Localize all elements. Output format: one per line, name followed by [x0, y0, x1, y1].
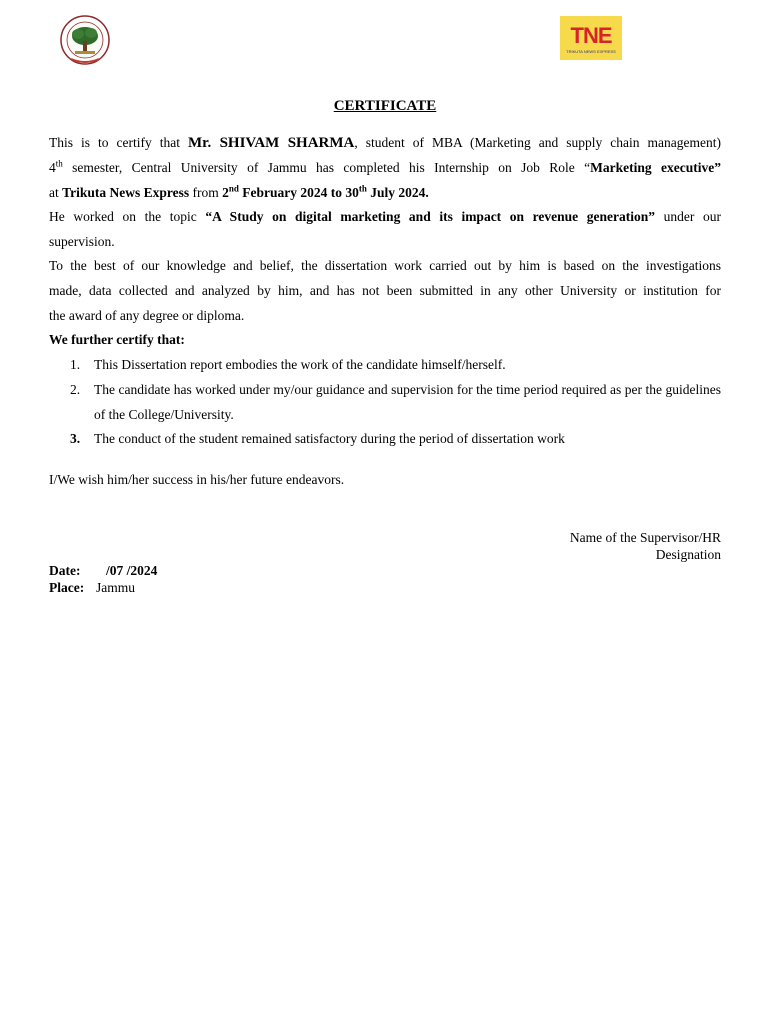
certification-list	[49, 353, 721, 452]
certificate-title: CERTIFICATE	[333, 98, 437, 114]
place-line: Place: Jammu	[49, 579, 135, 595]
place-value: Jammu	[96, 579, 135, 595]
date-place-block	[49, 563, 157, 596]
supervisor-name: Name of the Supervisor/HR	[569, 530, 721, 545]
para1-line2: 4th semester, Central University of Jammu has completed his Internship on Job Role “Marketing executive”	[49, 158, 721, 175]
originality-paragraph: To the best of our knowledge and belief, the dissertation work carried out by him is based on the investigations made, data collected and analyzed by him, and has not been submitted in any other University or institution for the award of any degree or diploma.	[49, 258, 721, 323]
para1-line3: at Trikuta News Express from 2nd February 2024 to 30th July 2024.	[49, 183, 429, 200]
dissertation-topic: “A Study on digital marketing and its impact on revenue generation”	[205, 209, 656, 224]
list-item: 1. This Dissertation report embodies the work of the candidate himself/herself.	[70, 357, 506, 372]
topic-paragraph: He worked on the topic “A Study on digital marketing and its impact on revenue generation” under our supervision.	[49, 209, 722, 249]
university-logo	[57, 15, 113, 67]
further-certify-heading: We further certify that:	[49, 332, 185, 347]
job-role: Marketing executive”	[590, 159, 721, 175]
svg-text:TNE: TNE	[570, 23, 612, 48]
svg-text:TRIKUTA NEWS EXPRESS: TRIKUTA NEWS EXPRESS	[566, 49, 616, 54]
student-name: Mr. SHIVAM SHARMA	[188, 135, 355, 151]
list-item: 3. The conduct of the student remained satisfactory during the period of dissertation work	[70, 431, 565, 447]
list-item: 2. The candidate has worked under my/our guidance and supervision for the time period required as per the guidelines of the College/University.	[70, 381, 721, 422]
certification-paragraph	[49, 131, 721, 205]
supervisor-designation: Designation	[655, 546, 721, 562]
tne-logo	[560, 16, 622, 60]
para1-line1: This is to certify that Mr. SHIVAM SHARMA, student of MBA (Marketing and supply chain management)	[49, 135, 721, 151]
date-value: /07 /2024	[106, 563, 158, 578]
company-name: Trikuta News Express	[62, 184, 190, 200]
signature-block	[570, 530, 721, 563]
wish-line: I/We wish him/her success in his/her future endeavors.	[49, 472, 345, 487]
date-line: Date: /07 /2024	[49, 563, 158, 578]
